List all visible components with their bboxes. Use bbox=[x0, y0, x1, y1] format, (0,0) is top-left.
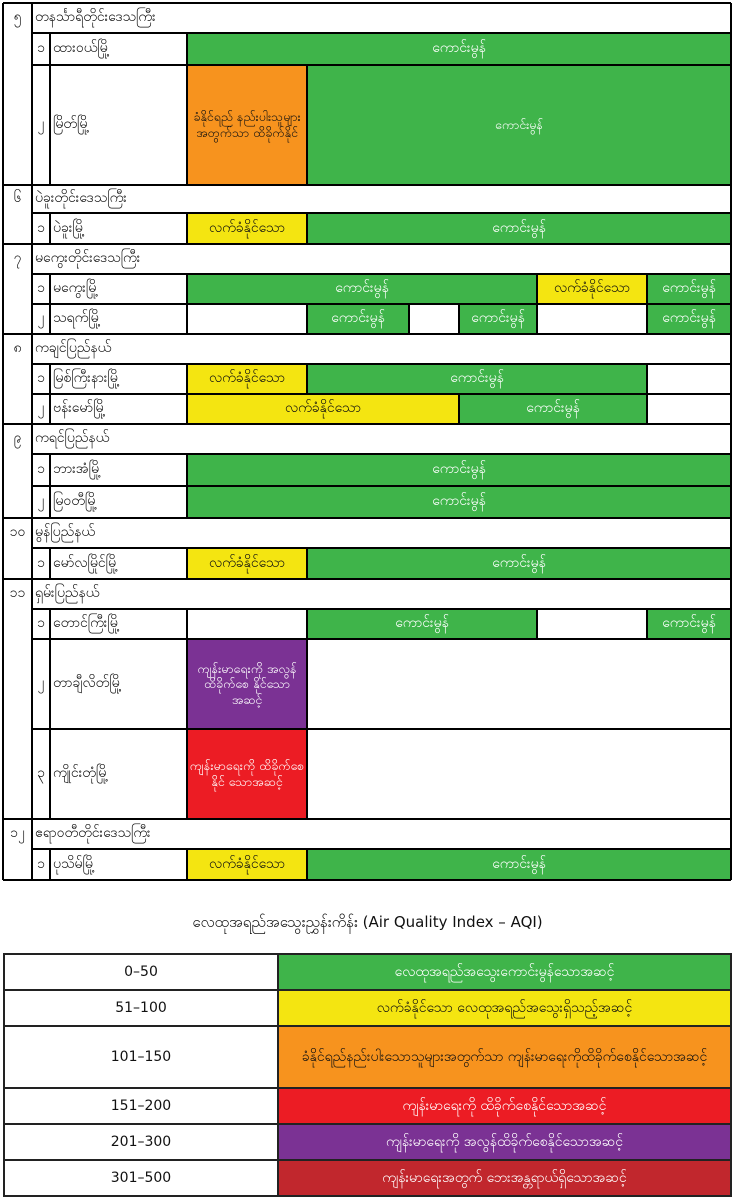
city-name: ဘားအံမြို့ bbox=[53, 461, 102, 478]
aqi-cell: ကောင်းမွန် bbox=[459, 395, 647, 423]
city-name: ဗန်းမော်မြို့ bbox=[53, 400, 106, 417]
grid-line bbox=[186, 394, 188, 424]
grid-line bbox=[186, 849, 188, 880]
legend-row bbox=[4, 1124, 731, 1160]
grid-line bbox=[186, 609, 188, 639]
aqi-cell: ကောင်းမွန် bbox=[307, 214, 731, 243]
region-name: တနင်္သာရီတိုင်းဒေသကြီး bbox=[35, 9, 156, 26]
legend-range: 101–150 bbox=[4, 1026, 278, 1088]
aqi-cell: ကောင်းမွန် bbox=[187, 34, 731, 64]
aqi-cell: ခံနိုင်ရည် နည်းပါးသူများ အတွက်သာ ထိခိုက်နိုင် bbox=[187, 66, 307, 184]
aqi-cell: ကောင်းမွန် bbox=[307, 365, 647, 393]
grid-line bbox=[306, 213, 308, 244]
grid-line bbox=[49, 454, 51, 486]
grid-line bbox=[186, 486, 188, 518]
grid-line bbox=[49, 639, 51, 729]
city-number: ၁ bbox=[37, 280, 45, 297]
region-number: ၁၀ bbox=[9, 524, 26, 541]
grid-line bbox=[646, 304, 648, 334]
grid-line bbox=[458, 304, 460, 334]
aqi-cell: ကောင်းမွန် bbox=[187, 275, 537, 303]
city-name: မြစ်ကြီးနားမြို့ bbox=[53, 370, 120, 387]
region-number: ၁၁ bbox=[9, 585, 26, 602]
region-number: ၉ bbox=[13, 430, 22, 447]
grid-line bbox=[186, 364, 188, 394]
grid-line bbox=[31, 185, 33, 244]
city-name: ပုသိမ်မြို့ bbox=[53, 855, 96, 872]
aqi-cell: ကျန်းမာရေးကို အလွန်ထိခိုက်စေ နိုင်သော အဆင့် bbox=[187, 640, 307, 728]
aqi-cell bbox=[307, 730, 731, 818]
grid-line bbox=[31, 244, 33, 334]
grid-line bbox=[306, 364, 308, 394]
legend-range: 201–300 bbox=[4, 1124, 278, 1160]
aqi-cell: ကောင်းမွန် bbox=[187, 487, 731, 517]
grid-line bbox=[306, 609, 308, 639]
aqi-cell: လက်ခံနိုင်သော bbox=[187, 549, 307, 578]
aqi-cell: ကောင်းမွန် bbox=[459, 305, 537, 333]
aqi-cell: လက်ခံနိုင်သော bbox=[187, 365, 307, 393]
grid-line bbox=[2, 3, 4, 880]
region-name: ပဲခူးတိုင်းဒေသကြီး bbox=[35, 190, 127, 207]
aqi-cell bbox=[647, 395, 731, 423]
grid-line bbox=[730, 3, 732, 880]
legend-label: လေထုအရည်အသွေးကောင်းမွန်သောအဆင့် bbox=[278, 954, 731, 990]
aqi-cell: ကောင်းမွန် bbox=[307, 850, 731, 879]
region-number: ၈ bbox=[13, 340, 22, 357]
grid-line bbox=[186, 65, 188, 185]
city-number: ၁ bbox=[37, 855, 45, 872]
grid-line bbox=[49, 849, 51, 880]
region-number: ၅ bbox=[13, 9, 22, 26]
city-name: တောင်ကြီးမြို့ bbox=[53, 615, 120, 632]
legend-label: လက်ခံနိုင်သော လေထုအရည်အသွေးရှိသည့်အဆင့် bbox=[278, 990, 731, 1026]
aqi-cell bbox=[537, 305, 647, 333]
region-number: ၇ bbox=[13, 250, 22, 267]
aqi-cell: လက်ခံနိုင်သော bbox=[187, 214, 307, 243]
legend-row bbox=[4, 1026, 731, 1088]
city-number: ၂ bbox=[37, 116, 45, 133]
city-name: မကွေးမြို့ bbox=[53, 280, 99, 297]
grid-line bbox=[306, 548, 308, 579]
grid-line bbox=[186, 213, 188, 244]
grid-line bbox=[186, 33, 188, 65]
aqi-cell bbox=[647, 365, 731, 393]
region-number: ၆ bbox=[13, 190, 22, 207]
grid-line bbox=[646, 364, 648, 394]
region-name: ရှမ်းပြည်နယ် bbox=[35, 585, 100, 602]
region-number: ၁၂ bbox=[10, 825, 25, 842]
grid-line bbox=[49, 486, 51, 518]
region-name: မကွေးတိုင်းဒေသကြီး bbox=[35, 250, 141, 267]
city-number: ၁ bbox=[37, 370, 45, 387]
grid-line bbox=[49, 548, 51, 579]
legend-row bbox=[4, 1160, 731, 1196]
legend-row bbox=[4, 954, 731, 990]
city-number: ၃ bbox=[37, 765, 45, 782]
grid-line bbox=[536, 609, 538, 639]
region-name: မွန်ပြည်နယ် bbox=[35, 524, 95, 541]
grid-line bbox=[31, 334, 33, 424]
aqi-cell: လက်ခံနိုင်သော bbox=[187, 395, 459, 423]
aqi-cell bbox=[187, 610, 307, 638]
grid-line bbox=[186, 274, 188, 304]
grid-line bbox=[306, 639, 308, 729]
legend-range: 0–50 bbox=[4, 954, 278, 990]
grid-line bbox=[49, 213, 51, 244]
grid-line bbox=[186, 639, 188, 729]
grid-line bbox=[3, 879, 731, 881]
city-number: ၁ bbox=[37, 219, 45, 236]
legend-row bbox=[4, 1088, 731, 1124]
grid-line bbox=[186, 454, 188, 486]
aqi-cell: ကောင်းမွန် bbox=[647, 610, 731, 638]
aqi-cell: ကောင်းမွန် bbox=[307, 610, 537, 638]
grid-line bbox=[31, 579, 33, 819]
grid-line bbox=[646, 274, 648, 304]
city-name: သရက်မြို့ bbox=[53, 310, 101, 327]
city-number: ၁ bbox=[37, 40, 45, 57]
city-name: ပဲခူးမြို့ bbox=[53, 219, 85, 236]
grid-line bbox=[49, 364, 51, 394]
grid-line bbox=[31, 3, 33, 185]
aqi-cell: ကောင်းမွန် bbox=[307, 549, 731, 578]
legend-title: လေထုအရည်အသွေးညွှန်းကိန်း (Air Quality Index – AQI) bbox=[192, 913, 543, 931]
region-name: ကချင်ပြည်နယ် bbox=[35, 340, 112, 357]
city-number: ၁ bbox=[37, 554, 45, 571]
grid-line bbox=[458, 394, 460, 424]
legend-label: ခံနိုင်ရည်နည်းပါးသောသူများအတွက်သာ ကျန်းမာရေးကိုထိခိုက်စေနိုင်သောအဆင့် bbox=[278, 1026, 731, 1088]
aqi-cell bbox=[307, 640, 731, 728]
aqi-cell: လက်ခံနိုင်သော bbox=[537, 275, 647, 303]
city-name: မြိတ်မြို့ bbox=[53, 116, 90, 133]
grid-line bbox=[49, 729, 51, 819]
aqi-cell: ကျန်းမာရေးကို ထိခိုက်စေနိုင် သောအဆင့် bbox=[187, 730, 307, 818]
aqi-legend-table bbox=[3, 953, 732, 1197]
grid-line bbox=[536, 274, 538, 304]
city-name: ကျိုင်းတုံမြို့ bbox=[53, 765, 109, 782]
aqi-cell: လက်ခံနိုင်သော bbox=[187, 850, 307, 879]
aqi-cell: ကောင်းမွန် bbox=[647, 305, 731, 333]
city-name: မော်လမြိုင်မြို့ bbox=[53, 554, 119, 571]
legend-range: 151–200 bbox=[4, 1088, 278, 1124]
city-number: ၁ bbox=[37, 615, 45, 632]
legend-row bbox=[4, 990, 731, 1026]
city-name: တာချီလိတ်မြို့ bbox=[53, 675, 122, 692]
aqi-cell: ကောင်းမွန် bbox=[647, 275, 731, 303]
grid-line bbox=[306, 729, 308, 819]
city-number: ၂ bbox=[37, 675, 45, 692]
grid-line bbox=[31, 819, 33, 880]
grid-line bbox=[408, 304, 410, 334]
grid-line bbox=[31, 424, 33, 518]
grid-line bbox=[646, 609, 648, 639]
aqi-cell: ကောင်းမွန် bbox=[187, 455, 731, 485]
grid-line bbox=[306, 65, 308, 185]
grid-line bbox=[536, 304, 538, 334]
grid-line bbox=[186, 548, 188, 579]
grid-line bbox=[31, 518, 33, 579]
grid-line bbox=[49, 33, 51, 65]
aqi-cell bbox=[187, 305, 307, 333]
legend-label: ကျန်းမာရေးကို ထိခိုက်စေနိုင်သောအဆင့် bbox=[278, 1088, 731, 1124]
grid-line bbox=[49, 304, 51, 334]
aqi-cell bbox=[409, 305, 459, 333]
aqi-cell bbox=[537, 610, 647, 638]
grid-line bbox=[49, 394, 51, 424]
legend-label: ကျန်းမာရေးကို အလွန်ထိခိုက်စေနိုင်သောအဆင့် bbox=[278, 1124, 731, 1160]
grid-line bbox=[49, 274, 51, 304]
aqi-cell: ကောင်းမွန် bbox=[307, 66, 731, 184]
legend-label: ကျန်းမာရေးအတွက် ဘေးအန္တရာယ်ရှိသောအဆင့် bbox=[278, 1160, 731, 1196]
grid-line bbox=[49, 65, 51, 185]
city-number: ၂ bbox=[37, 493, 45, 510]
legend-range: 51–100 bbox=[4, 990, 278, 1026]
city-number: ၂ bbox=[37, 400, 45, 417]
grid-line bbox=[646, 394, 648, 424]
city-number: ၁ bbox=[37, 461, 45, 478]
region-name: ဧရာဝတီတိုင်းဒေသကြီး bbox=[35, 825, 151, 842]
city-name: မြဝတီမြို့ bbox=[53, 493, 98, 510]
grid-line bbox=[49, 609, 51, 639]
grid-line bbox=[186, 729, 188, 819]
region-name: ကရင်ပြည်နယ် bbox=[35, 430, 110, 447]
grid-line bbox=[306, 304, 308, 334]
grid-line bbox=[186, 304, 188, 334]
grid-line bbox=[306, 849, 308, 880]
city-name: ထားဝယ်မြို့ bbox=[53, 40, 110, 57]
city-number: ၂ bbox=[37, 310, 45, 327]
aqi-cell: ကောင်းမွန် bbox=[307, 305, 409, 333]
legend-range: 301–500 bbox=[4, 1160, 278, 1196]
